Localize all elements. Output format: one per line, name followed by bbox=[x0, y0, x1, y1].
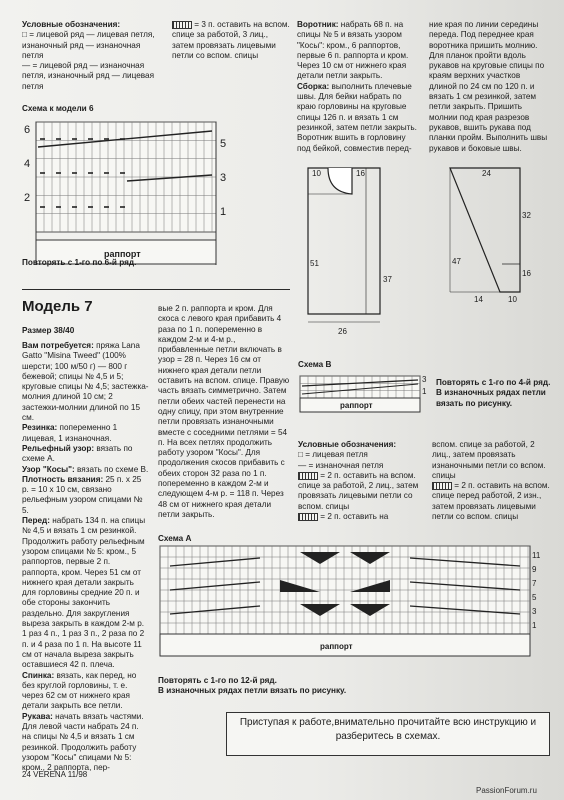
paragraph-text: вязать по схеме В. bbox=[74, 464, 149, 474]
instructions-column-2 bbox=[158, 304, 290, 520]
paragraph-heading: Перед: bbox=[22, 516, 50, 526]
cable-symbol-icon bbox=[432, 482, 452, 490]
schema6-chart bbox=[22, 117, 232, 267]
legend-line: = 2 п. оставить на вспом. спице за работой, 2 лиц., затем провязать лицевыми петли со вспом. спицы bbox=[298, 470, 419, 511]
paragraph bbox=[297, 20, 419, 82]
page-footer: 24 VERENA 11/98 bbox=[22, 770, 88, 779]
schemaB-repeat-text: Повторять с 1-го по 4-й ряд. bbox=[436, 378, 551, 387]
paragraph bbox=[22, 465, 149, 475]
paragraph-heading: Вам потребуется: bbox=[22, 341, 94, 350]
model-title: Модель 7 bbox=[22, 298, 93, 315]
legend-line: — = лицевой ряд — изнаночная петля, изнаночный ряд — лицевая петля bbox=[22, 61, 155, 91]
schema6-repeat: Повторять с 1-го по 6-й ряд. bbox=[22, 258, 137, 267]
paragraph-heading: Воротник: bbox=[297, 20, 339, 29]
paragraph bbox=[22, 712, 149, 774]
model-size: Размер 38/40 bbox=[22, 326, 75, 335]
paragraph-text: вязать по схеме А. bbox=[22, 443, 133, 464]
schema6-row-label: 3 bbox=[220, 172, 227, 184]
legend-top-cable bbox=[172, 20, 290, 61]
schema6-row-label: 5 bbox=[220, 138, 227, 150]
schemaB-note: В изнаночных рядах петли вязать по рисунку. bbox=[436, 388, 546, 408]
paragraph bbox=[22, 444, 149, 465]
schema6-row-label: 2 bbox=[24, 192, 31, 204]
schemaA-row-label: 1 bbox=[532, 621, 537, 630]
sleeve-pattern-diagram bbox=[430, 160, 540, 310]
schemaA-row-label: 5 bbox=[532, 593, 537, 602]
schemaA-repeat bbox=[158, 676, 458, 697]
paragraph-text: выполнить плечевые швы. Для бейки набрать по краю горловины на круговые спицы 126 п. и вязать 1 см резинкой, затем петли закрыть. Воротник вшить в горловину под бейкой, совместив перед- bbox=[297, 81, 417, 153]
section-divider bbox=[22, 289, 290, 290]
legend-bottom-right bbox=[432, 440, 552, 522]
legend-line: = 3 п. оставить на вспом. спице за работой, 3 лиц., затем провязать лицевыми петли со вспом. спицы bbox=[172, 20, 290, 60]
dimension-label: 16 bbox=[522, 269, 531, 278]
paragraph: вые 2 п. раппорта и кром. Для скоса с левого края прибавить 4 раза по 1 п. попеременно в каждом 2-м и 4-м р., прибавленные петли включать в узор = 28 п. Через 16 см от нижнего края детали петли оставить на вспом. спице. Правую часть вязать симметрично. Затем петли обеих частей перенести на одну спицу, при этом внутренние петли провязать изнаночными вместе с соседними петлями = 54 п. На всех петлях продолжить работу узором "Косы". Для продолжения скосов прибавить с обеих сторон 32 раза по 1 п. попеременно в каждом 2-м и следующем 4-м р. = 118 п. Через 48 см от нижнего края детали петли закрыть. bbox=[158, 304, 290, 519]
schemaA-row-label: 3 bbox=[532, 607, 537, 616]
notice-box bbox=[226, 712, 550, 756]
paragraph-heading: Рукава: bbox=[22, 711, 53, 721]
cable-symbol-icon bbox=[298, 513, 318, 521]
legend-title: Условные обозначения: bbox=[22, 20, 121, 29]
dimension-label: 51 bbox=[310, 259, 319, 268]
legend-line: = 2 п. оставить на bbox=[320, 512, 389, 522]
schemaB-row-label: 1 bbox=[422, 387, 427, 396]
paragraph: ние края по линии середины переда. Под переднее края воротника пришить молнию. Для планок пройти вдоль рукавов на круговые спицы по краям верхних участков длиной по 24 см по 120 п. и вязать 1 см резинкой, затем петли закрыть. Пришить молнии под края разрезов рукавов, вшить рукава под планки пройм. Выполнить швы рукавов и боковые швы. bbox=[429, 20, 548, 153]
dimension-label: 10 bbox=[312, 169, 321, 178]
paragraph-text: набрать 68 п. на спицы № 5 и вязать узором "Косы": кром., 6 раппортов, первые 6 п. раппорта и кром. Через 10 см от нижнего края детали петли закрыть. bbox=[297, 20, 409, 81]
cable-symbol-icon bbox=[298, 472, 318, 480]
schemaB-rapport: раппорт bbox=[340, 401, 373, 410]
paragraph-text: 25 п. х 25 р. = 10 х 10 см, связано рельефным узором спицами № 5. bbox=[22, 474, 143, 515]
paragraph-text: набрать 134 п. на спицы № 4,5 и вязать 1 см резинкой. Продолжить работу рельефным узором спицами № 5: кром., 5 раппортов, первые 2 п. раппорта, кром. Через 51 см от нижнего края детали закрыть для горловины средние 20 п. и обе стороны закончить раздельно. Для закругления выреза закрыть в каждом 2-м р. 1 раз 4 п., 1 раз 3 п., 2 раза по 2 п. и 4 раза по 1 п. На высоте 11 см от начала выреза закрыть оставшиеся 42 п. плеча. bbox=[22, 516, 146, 670]
schema6-title: Схема к модели 6 bbox=[22, 104, 94, 113]
paragraph-text: начать вязать частями. Для левой части набрать 24 п. на спицы № 4,5 и вязать 1 см резинкой. Продолжить работу узором "Косы" спицами № 5: кром., 2 раппорта, пер- bbox=[22, 711, 144, 773]
paragraph-heading: Сборка: bbox=[297, 81, 330, 91]
schemaB-title: Схема В bbox=[298, 360, 332, 369]
legend-line: — = изнаночная петля bbox=[298, 460, 384, 470]
paragraph-heading: Узор "Косы": bbox=[22, 464, 75, 474]
schemaA-title: Схема А bbox=[158, 534, 192, 543]
schemaA-chart bbox=[160, 546, 545, 676]
schemaA-rapport: раппорт bbox=[320, 642, 353, 651]
legend-bottom bbox=[298, 440, 424, 522]
legend-line: = 2 п. оставить на вспом. спице перед работой, 2 изн., затем провязать лицевыми петли со вспом. спицы bbox=[432, 481, 550, 522]
paragraph-text: пряжа Lana Gatto "Misina Tweed" (100% шерсти; 100 м/50 г) — 800 г бежевой; спицы № 4,5 и 5; круговые спицы № 4,5; застежка-молния длиной 10 см; 2 застежки-молнии длиной по 15 см. bbox=[22, 341, 149, 423]
schemaA-row-label: 7 bbox=[532, 579, 537, 588]
paragraph-text: вязать, как перед, но без круглой горловины, т. е. через 62 см от нижнего края детали закрыть все петли. bbox=[22, 670, 137, 711]
instructions-column-1 bbox=[22, 341, 149, 773]
schemaA-repeat-text: Повторять с 1-го по 12-й ряд. bbox=[158, 676, 277, 685]
dimension-label: 47 bbox=[452, 257, 461, 266]
schemaB-repeat bbox=[436, 378, 552, 409]
dimension-label: 10 bbox=[508, 295, 517, 304]
watermark: PassionForum.ru bbox=[476, 786, 537, 795]
paragraph-heading: Спинка: bbox=[22, 670, 55, 680]
paragraph bbox=[297, 82, 419, 154]
legend-title: Условные обозначения: bbox=[298, 440, 397, 449]
body-pattern-diagram bbox=[300, 162, 410, 342]
paragraph bbox=[22, 671, 149, 712]
schemaB-chart bbox=[300, 372, 425, 422]
legend-line: □ = лицевая петля bbox=[298, 450, 368, 460]
cable-symbol-icon bbox=[172, 21, 192, 29]
paragraph bbox=[22, 341, 149, 423]
paragraph bbox=[22, 423, 149, 444]
dimension-label: 37 bbox=[383, 275, 392, 284]
dimension-label: 26 bbox=[338, 327, 347, 336]
schema6-row-label: 4 bbox=[24, 158, 31, 170]
schemaA-row-label: 9 bbox=[532, 565, 537, 574]
paragraph-heading: Плотность вязания: bbox=[22, 474, 104, 484]
legend-line: □ = лицевой ряд — лицевая петля, изнаночный ряд — изнаночная петля bbox=[22, 30, 155, 60]
dimension-label: 32 bbox=[522, 211, 531, 220]
schema6-rapport: раппорт bbox=[104, 249, 141, 259]
legend-line: вспом. спице за работой, 2 лиц., затем провязать изнаночными петли со вспом. спицы bbox=[432, 440, 546, 480]
schemaA-row-label: 11 bbox=[532, 551, 541, 560]
notice-text: Приступая к работе,внимательно прочитайте всю инструкцию и разберитесь в схемах. bbox=[239, 717, 537, 742]
paragraph bbox=[22, 475, 149, 516]
dimension-label: 24 bbox=[482, 169, 491, 178]
schemaA-note: В изнаночных рядах петли вязать по рисунку. bbox=[158, 686, 347, 696]
paragraph-heading: Резинка: bbox=[22, 423, 58, 433]
instructions-column-3 bbox=[297, 20, 419, 154]
schema6-row-label: 6 bbox=[24, 124, 31, 136]
paragraph-text: попеременно 1 лицевая, 1 изнаночная. bbox=[22, 423, 118, 443]
dimension-label: 16 bbox=[356, 169, 365, 178]
instructions-column-4 bbox=[429, 20, 549, 154]
dimension-label: 14 bbox=[474, 295, 483, 304]
legend-top bbox=[22, 20, 162, 92]
paragraph-heading: Рельефный узор: bbox=[22, 443, 95, 453]
schemaB-row-label: 3 bbox=[422, 375, 427, 384]
paragraph bbox=[22, 516, 149, 670]
schema6-row-label: 1 bbox=[220, 206, 227, 218]
